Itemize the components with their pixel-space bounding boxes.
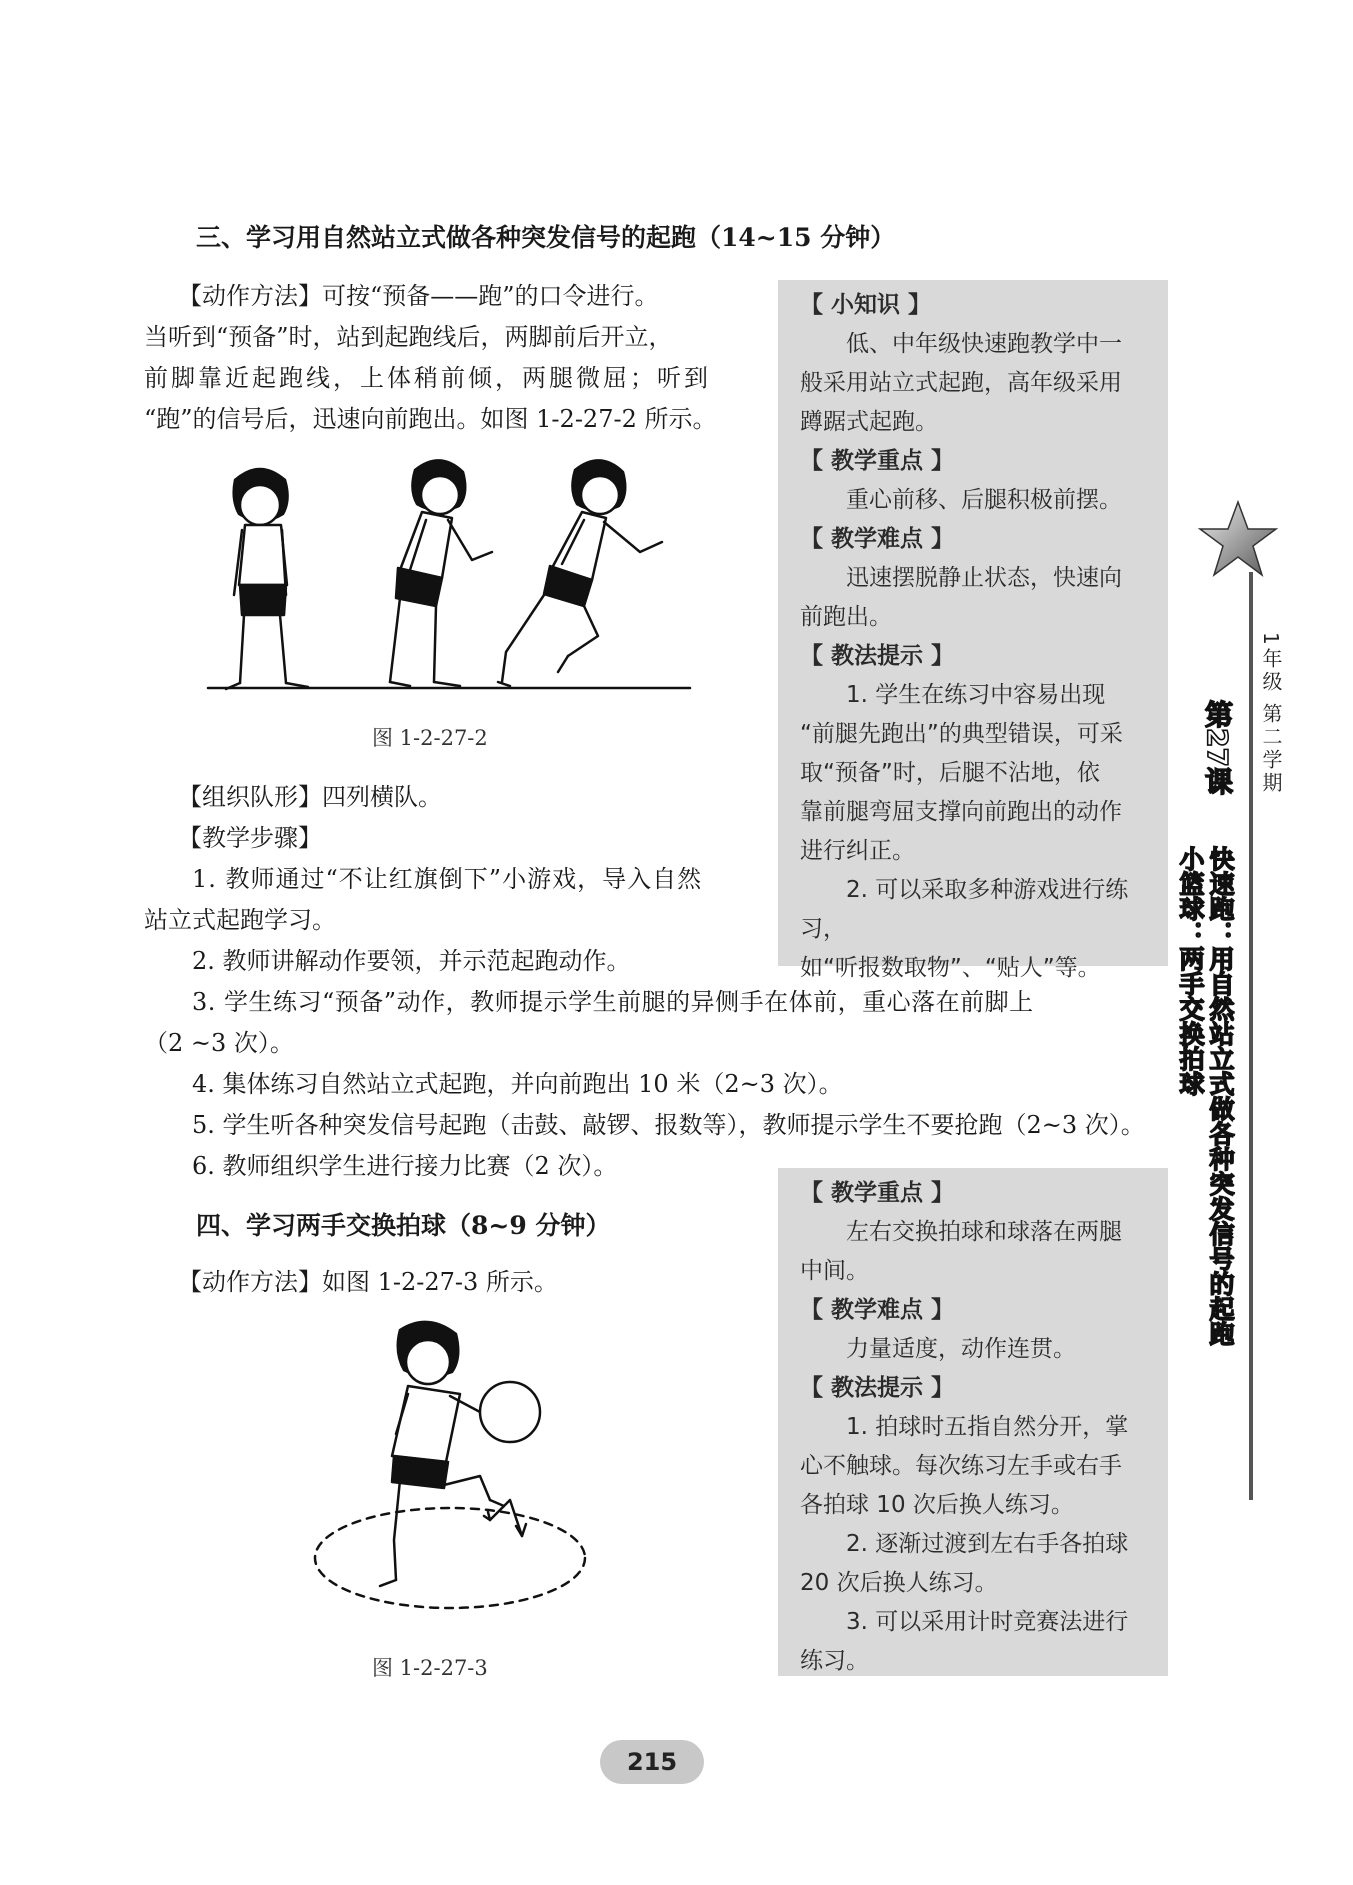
tips-line: 20 次后换人练习。: [800, 1570, 998, 1596]
method-line: 前脚靠近起跑线，上体稍前倾，两腿微屈；听到: [144, 364, 711, 392]
margin-rule: [1249, 572, 1253, 1500]
star-icon: [1198, 500, 1278, 578]
step-1-line1: 1. 教师通过“不让红旗倒下”小游戏，导入自然: [192, 865, 703, 893]
step-1-line2: 站立式起跑学习。: [144, 906, 336, 934]
section3-steps-wide: [144, 982, 1174, 1187]
tips-line: 练习。: [800, 1648, 869, 1674]
step-6: 6. 教师组织学生进行接力比赛（2 次）。: [192, 1152, 618, 1180]
step-3-line1: 3. 学生练习“预备”动作，教师提示学生前腿的异侧手在体前，重心落在前脚上: [192, 988, 1034, 1016]
difficulty-line: 前跑出。: [800, 604, 892, 630]
section4-method: 【动作方法】如图 1-2-27-3 所示。: [178, 1268, 558, 1296]
knowledge-line: 般采用站立式起跑，高年级采用: [800, 370, 1122, 396]
focus-line: 左右交换拍球和球落在两腿: [846, 1219, 1122, 1245]
section3-heading: 三、学习用自然站立式做各种突发信号的起跑（14~15 分钟）: [196, 223, 896, 252]
formation-text: 【组织队形】四列横队。: [178, 783, 442, 811]
tips-line: 1. 学生在练习中容易出现: [846, 682, 1106, 708]
tips-line: 各拍球 10 次后换人练习。: [800, 1492, 1074, 1518]
knowledge-title: 【 小知识 】: [800, 292, 932, 318]
tips-line: 1. 拍球时五指自然分开，掌: [846, 1414, 1129, 1440]
focus-title: 【 教学重点 】: [800, 1180, 955, 1206]
page-number: 215: [600, 1740, 704, 1784]
knowledge-line: 低、中年级快速跑教学中一: [846, 331, 1122, 357]
topic-label-2: 快速跑：用自然站立式做各种突发信号的起跑: [1206, 846, 1235, 1346]
step-4: 4. 集体练习自然站立式起跑，并向前跑出 10 米（2~3 次）。: [192, 1070, 843, 1098]
tips-line: 靠前腿弯屈支撑向前跑出的动作: [800, 799, 1122, 825]
running-start-illustration: [200, 450, 700, 700]
tips-line: 取“预备”时，后腿不沾地，依: [800, 760, 1100, 786]
topic-label-1: 小篮球：两手交换拍球: [1176, 846, 1205, 1096]
lesson-label: 第27课: [1201, 700, 1234, 795]
section3-steps-narrow: [144, 777, 756, 982]
step-5: 5. 学生听各种突发信号起跑（击鼓、敲锣、报数等），教师提示学生不要抢跑（2~3 次）。: [192, 1111, 1145, 1139]
sidebar-tips-1: [778, 280, 1168, 981]
tips-line: 3. 可以采用计时竞赛法进行: [846, 1609, 1129, 1635]
figure-caption-2: 图 1-2-27-2: [372, 726, 488, 750]
tips-line: 如“听报数取物”、“贴人”等。: [800, 955, 1101, 981]
grade-label: 1年级 第二学期: [1259, 632, 1283, 796]
steps-title: 【教学步骤】: [178, 824, 322, 852]
focus-line: 中间。: [800, 1258, 869, 1284]
difficulty-title: 【 教学难点 】: [800, 526, 955, 552]
tips-line: 2. 可以采取多种游戏进行练习，: [800, 877, 1129, 942]
ball-bouncing-illustration: [300, 1320, 600, 1630]
tips-line: 心不触球。每次练习左手或右手: [800, 1453, 1122, 1479]
step-2: 2. 教师讲解动作要领，并示范起跑动作。: [192, 947, 631, 975]
difficulty-title: 【 教学难点 】: [800, 1297, 955, 1323]
focus-title: 【 教学重点 】: [800, 448, 955, 474]
difficulty-text: 力量适度，动作连贯。: [846, 1336, 1076, 1362]
tips-line: 进行纠正。: [800, 838, 915, 864]
method-line: 当听到“预备”时，站到起跑线后，两脚前后开立，: [144, 323, 673, 351]
step-3-line2: （2 ~3 次）。: [144, 1029, 294, 1057]
tips-line: 2. 逐渐过渡到左右手各拍球: [846, 1531, 1129, 1557]
tips-title: 【 教法提示 】: [800, 643, 955, 669]
focus-text: 重心前移、后腿积极前摆。: [846, 487, 1122, 513]
knowledge-line: 蹲踞式起跑。: [800, 409, 938, 435]
tips-line: “前腿先跑出”的典型错误，可采: [800, 721, 1123, 747]
difficulty-line: 迅速摆脱静止状态，快速向: [846, 565, 1122, 591]
figure-caption-3: 图 1-2-27-3: [372, 1656, 488, 1680]
section4-heading: 四、学习两手交换拍球（8~9 分钟）: [196, 1211, 611, 1240]
sidebar-tips-2: [778, 1168, 1168, 1676]
method-line: 【动作方法】可按“预备——跑”的口令进行。: [178, 282, 659, 310]
section3-method: [144, 276, 756, 440]
tips-title: 【 教法提示 】: [800, 1375, 955, 1401]
method-line: “跑”的信号后，迅速向前跑出。如图 1-2-27-2 所示。: [144, 405, 717, 433]
